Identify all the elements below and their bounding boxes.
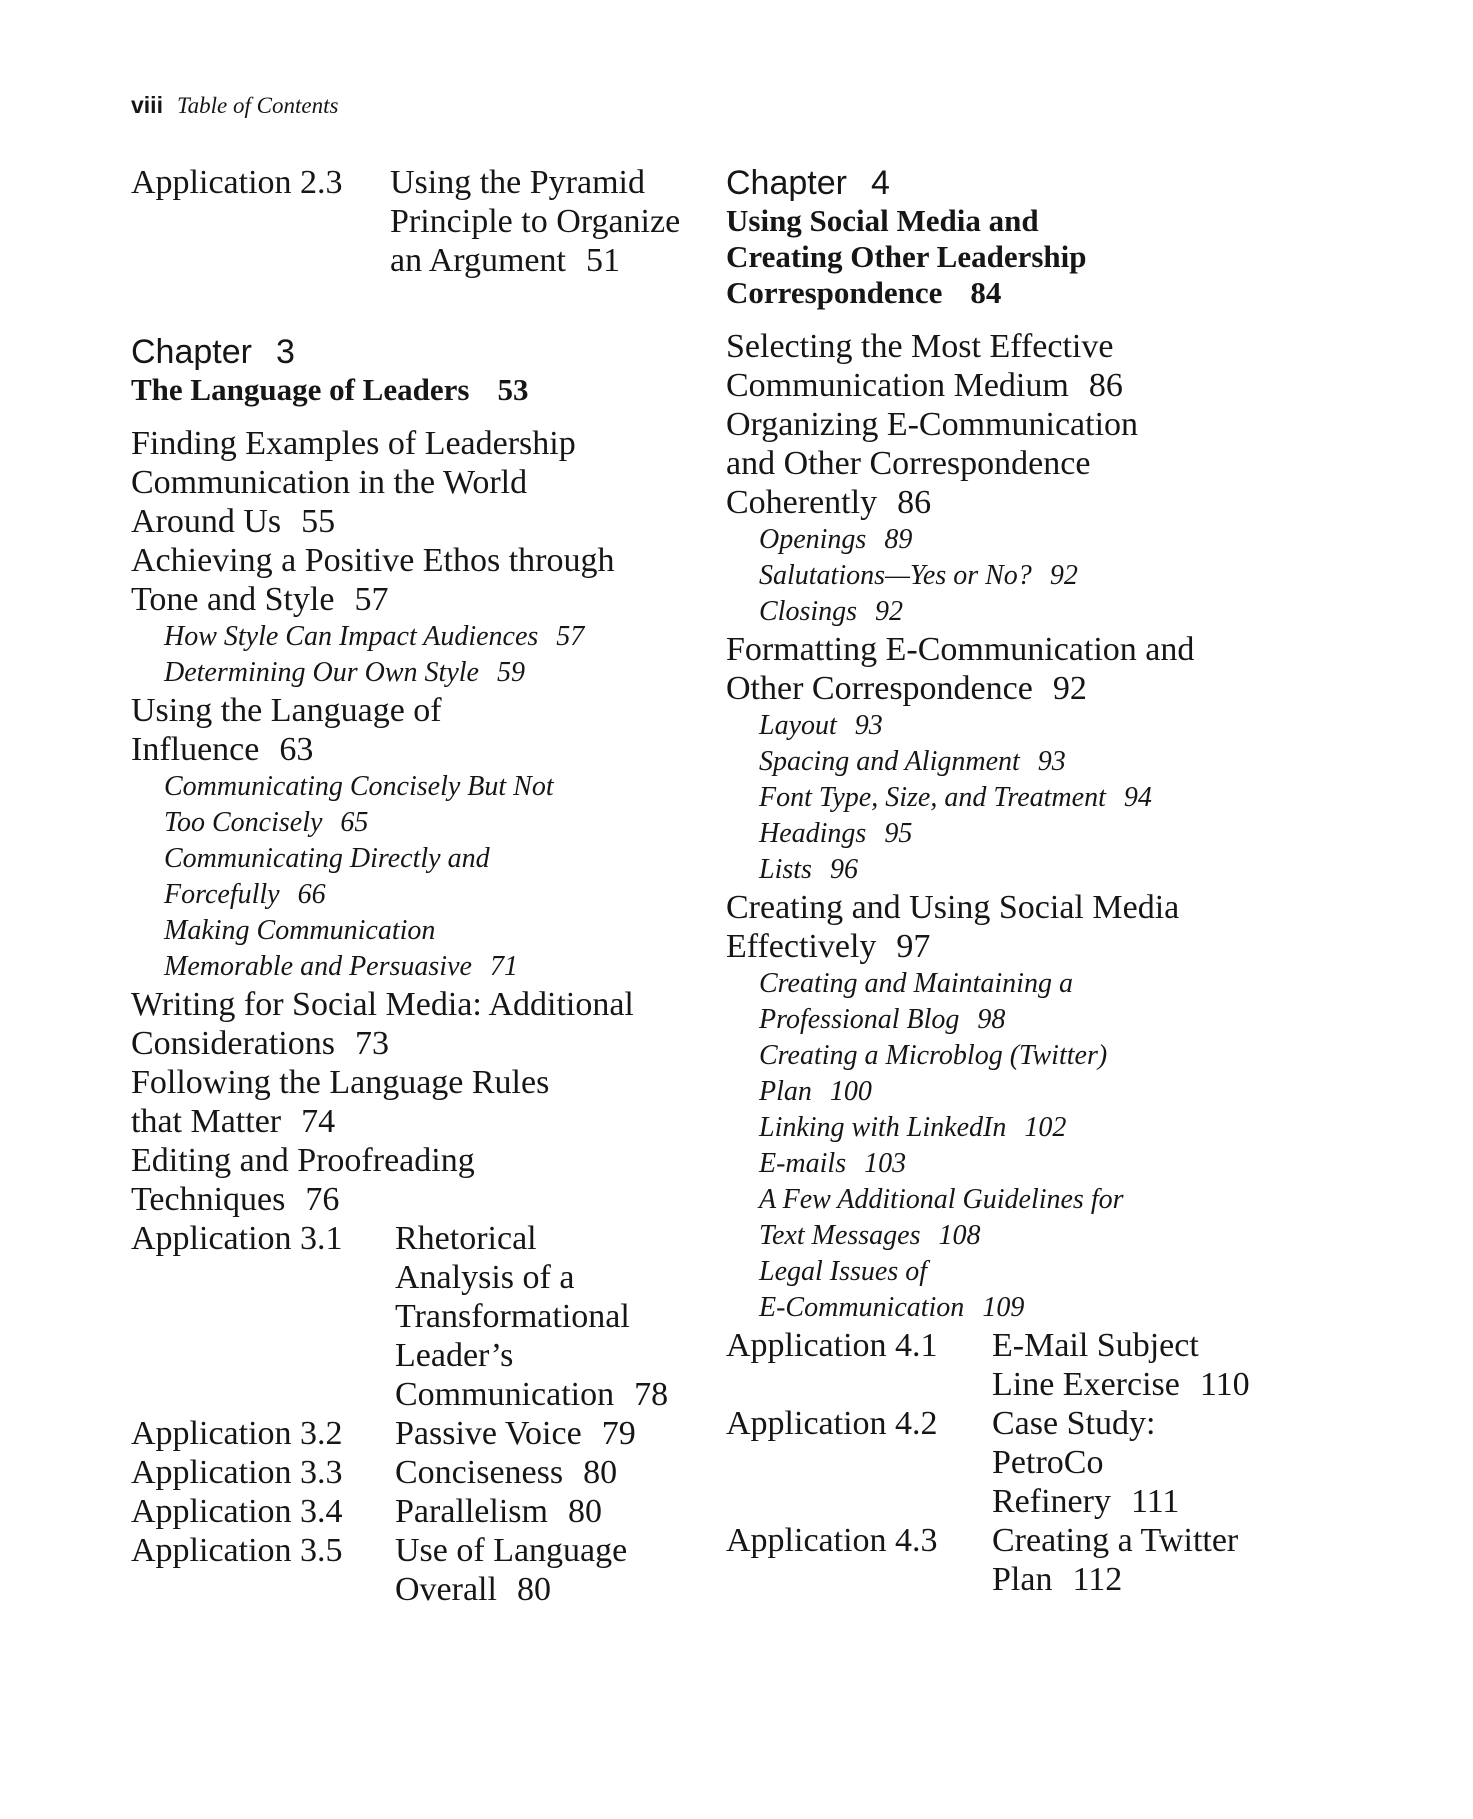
application-4-3[interactable] <box>726 1521 1326 1599</box>
toc-right-column <box>726 163 1326 1599</box>
toc-subentry[interactable]: Headings 95 <box>759 818 913 849</box>
toc-subentry[interactable]: Layout 93 <box>759 710 883 741</box>
toc-entry[interactable]: Following the Language Rules that Matter 74 <box>131 1064 550 1140</box>
page-number: 80 <box>567 1493 602 1530</box>
chapter-title: The Language of Leaders 53 <box>131 372 529 407</box>
application-4-1[interactable] <box>726 1326 1326 1404</box>
page-number: 78 <box>634 1376 669 1413</box>
toc-subentry[interactable]: Creating and Maintaining a Professional Blog 98 <box>759 968 1073 1035</box>
application-label: Application 3.3 <box>131 1454 343 1491</box>
page-number: 80 <box>583 1454 618 1491</box>
page-number: 95 <box>884 818 913 849</box>
toc-entry[interactable]: Formatting E-Communication and Other Correspondence 92 <box>726 631 1195 707</box>
page-number: 93 <box>1037 746 1066 777</box>
chapter-label: Chapter 3 <box>131 333 295 371</box>
page-number: 66 <box>297 879 326 910</box>
toc-entry[interactable]: Selecting the Most Effective Communication Medium 86 <box>726 328 1123 404</box>
application-title: Creating a Twitter Plan 112 <box>992 1522 1239 1598</box>
toc-subentry[interactable]: Linking with LinkedIn 102 <box>759 1112 1067 1143</box>
chapter-3-heading[interactable] <box>131 332 701 408</box>
page-number: 109 <box>982 1292 1025 1323</box>
running-head <box>131 92 338 119</box>
page-number: 76 <box>305 1181 340 1218</box>
toc-subentry[interactable]: Font Type, Size, and Treatment 94 <box>759 782 1152 813</box>
application-label: Application 4.3 <box>726 1522 938 1559</box>
application-3-4[interactable] <box>131 1492 701 1531</box>
page-number: 92 <box>875 596 904 627</box>
toc-left-column <box>131 163 701 1609</box>
page-number: 86 <box>897 484 932 521</box>
page-number: 94 <box>1123 782 1152 813</box>
application-title: Use of Language Overall 80 <box>395 1532 628 1608</box>
toc-entry[interactable]: Using the Language of Influence 63 <box>131 692 442 768</box>
page-number: 100 <box>829 1076 872 1107</box>
page-number: 98 <box>977 1004 1006 1035</box>
application-4-2[interactable] <box>726 1404 1326 1521</box>
application-label: Application 3.4 <box>131 1493 343 1530</box>
page-number: 53 <box>497 372 529 407</box>
toc-subentry[interactable]: Legal Issues of E-Communication 109 <box>759 1256 1025 1323</box>
page-number: 57 <box>354 581 389 618</box>
application-title: Rhetorical Analysis of a Transformational Leader’s Communication 78 <box>395 1220 669 1413</box>
page-number: 63 <box>279 731 314 768</box>
page-number: 92 <box>1049 560 1078 591</box>
page-number: 108 <box>938 1220 981 1251</box>
running-head-title: Table of Contents <box>176 93 339 118</box>
toc-entry[interactable]: Writing for Social Media: Additional Considerations 73 <box>131 986 634 1062</box>
application-label: Application 4.1 <box>726 1327 938 1364</box>
page-number: 96 <box>829 854 858 885</box>
application-label: Application 3.2 <box>131 1415 343 1452</box>
toc-subentry[interactable]: Lists 96 <box>759 854 858 885</box>
toc-subentry[interactable]: Creating a Microblog (Twitter) Plan 100 <box>759 1040 1108 1107</box>
page-number: 89 <box>884 524 913 555</box>
application-label: Application 3.5 <box>131 1532 343 1569</box>
chapter-title: Creating Other Leadership <box>726 239 1087 274</box>
toc-entry[interactable]: Creating and Using Social Media Effectively 97 <box>726 889 1180 965</box>
page-number: 55 <box>301 503 336 540</box>
application-label: Application 2.3 <box>131 164 343 201</box>
page-number: 102 <box>1024 1112 1067 1143</box>
toc-subentry[interactable]: Salutations—Yes or No? 92 <box>759 560 1078 591</box>
application-title: E-Mail Subject Line Exercise 110 <box>992 1327 1250 1403</box>
page-number: 92 <box>1052 670 1087 707</box>
application-2-3[interactable] <box>131 163 701 280</box>
page-number: 79 <box>601 1415 636 1452</box>
page-number: 57 <box>556 621 585 652</box>
application-label: Application 3.1 <box>131 1220 343 1257</box>
application-label: Application 4.2 <box>726 1405 938 1442</box>
page-number: 65 <box>340 807 369 838</box>
page-number: 51 <box>585 242 620 279</box>
page-number: 74 <box>301 1103 336 1140</box>
chapter-label: Chapter 4 <box>726 164 890 202</box>
page-number: 59 <box>496 657 525 688</box>
application-title: Using the Pyramid Principle to Organize an Argument 51 <box>390 164 681 279</box>
page-number: 97 <box>896 928 931 965</box>
chapter-title: Using Social Media and <box>726 203 1039 238</box>
toc-subentry[interactable]: Determining Our Own Style 59 <box>164 657 525 688</box>
page-number: 84 <box>970 275 1002 310</box>
page-number: 86 <box>1088 367 1123 404</box>
toc-subentry[interactable]: Communicating Directly and Forcefully 66 <box>164 843 490 910</box>
toc-subentry[interactable]: A Few Additional Guidelines for Text Messages 108 <box>759 1184 1124 1251</box>
application-title: Case Study: PetroCo Refinery 111 <box>992 1405 1180 1520</box>
application-3-3[interactable] <box>131 1453 701 1492</box>
page-number: 71 <box>489 951 518 982</box>
application-3-2[interactable] <box>131 1414 701 1453</box>
application-title: Conciseness 80 <box>395 1454 618 1491</box>
application-3-1[interactable] <box>131 1219 701 1414</box>
toc-entry[interactable]: Editing and Proofreading Techniques 76 <box>131 1142 475 1218</box>
toc-subentry[interactable]: How Style Can Impact Audiences 57 <box>164 621 585 652</box>
application-title: Parallelism 80 <box>395 1493 602 1530</box>
toc-subentry[interactable]: Making Communication Memorable and Persuasive 71 <box>164 915 518 982</box>
chapter-4-heading[interactable] <box>726 163 1326 311</box>
application-title: Passive Voice 79 <box>395 1415 636 1452</box>
page-number: 80 <box>516 1571 551 1608</box>
toc-entry[interactable]: Achieving a Positive Ethos through Tone and Style 57 <box>131 542 615 618</box>
page-number: 110 <box>1199 1366 1250 1403</box>
chapter-title: Correspondence 84 <box>726 275 1002 310</box>
toc-subentry[interactable]: Openings 89 <box>759 524 913 555</box>
page-number: 103 <box>864 1148 907 1179</box>
toc-subentry[interactable]: Closings 92 <box>759 596 904 627</box>
toc-entry[interactable]: Finding Examples of Leadership Communication in the World Around Us 55 <box>131 425 576 540</box>
page-number: 112 <box>1072 1561 1123 1598</box>
toc-entry[interactable]: Organizing E-Communication and Other Correspondence Coherently 86 <box>726 406 1139 521</box>
toc-subentry[interactable]: Communicating Concisely But Not Too Concisely 65 <box>164 771 554 838</box>
page-folio: viii <box>131 92 163 118</box>
application-3-5[interactable] <box>131 1531 701 1609</box>
page-number: 93 <box>854 710 883 741</box>
toc-subentry[interactable]: E-mails 103 <box>759 1148 907 1179</box>
toc-subentry[interactable]: Spacing and Alignment 93 <box>759 746 1066 777</box>
page-number: 111 <box>1130 1483 1180 1520</box>
page-number: 73 <box>354 1025 389 1062</box>
